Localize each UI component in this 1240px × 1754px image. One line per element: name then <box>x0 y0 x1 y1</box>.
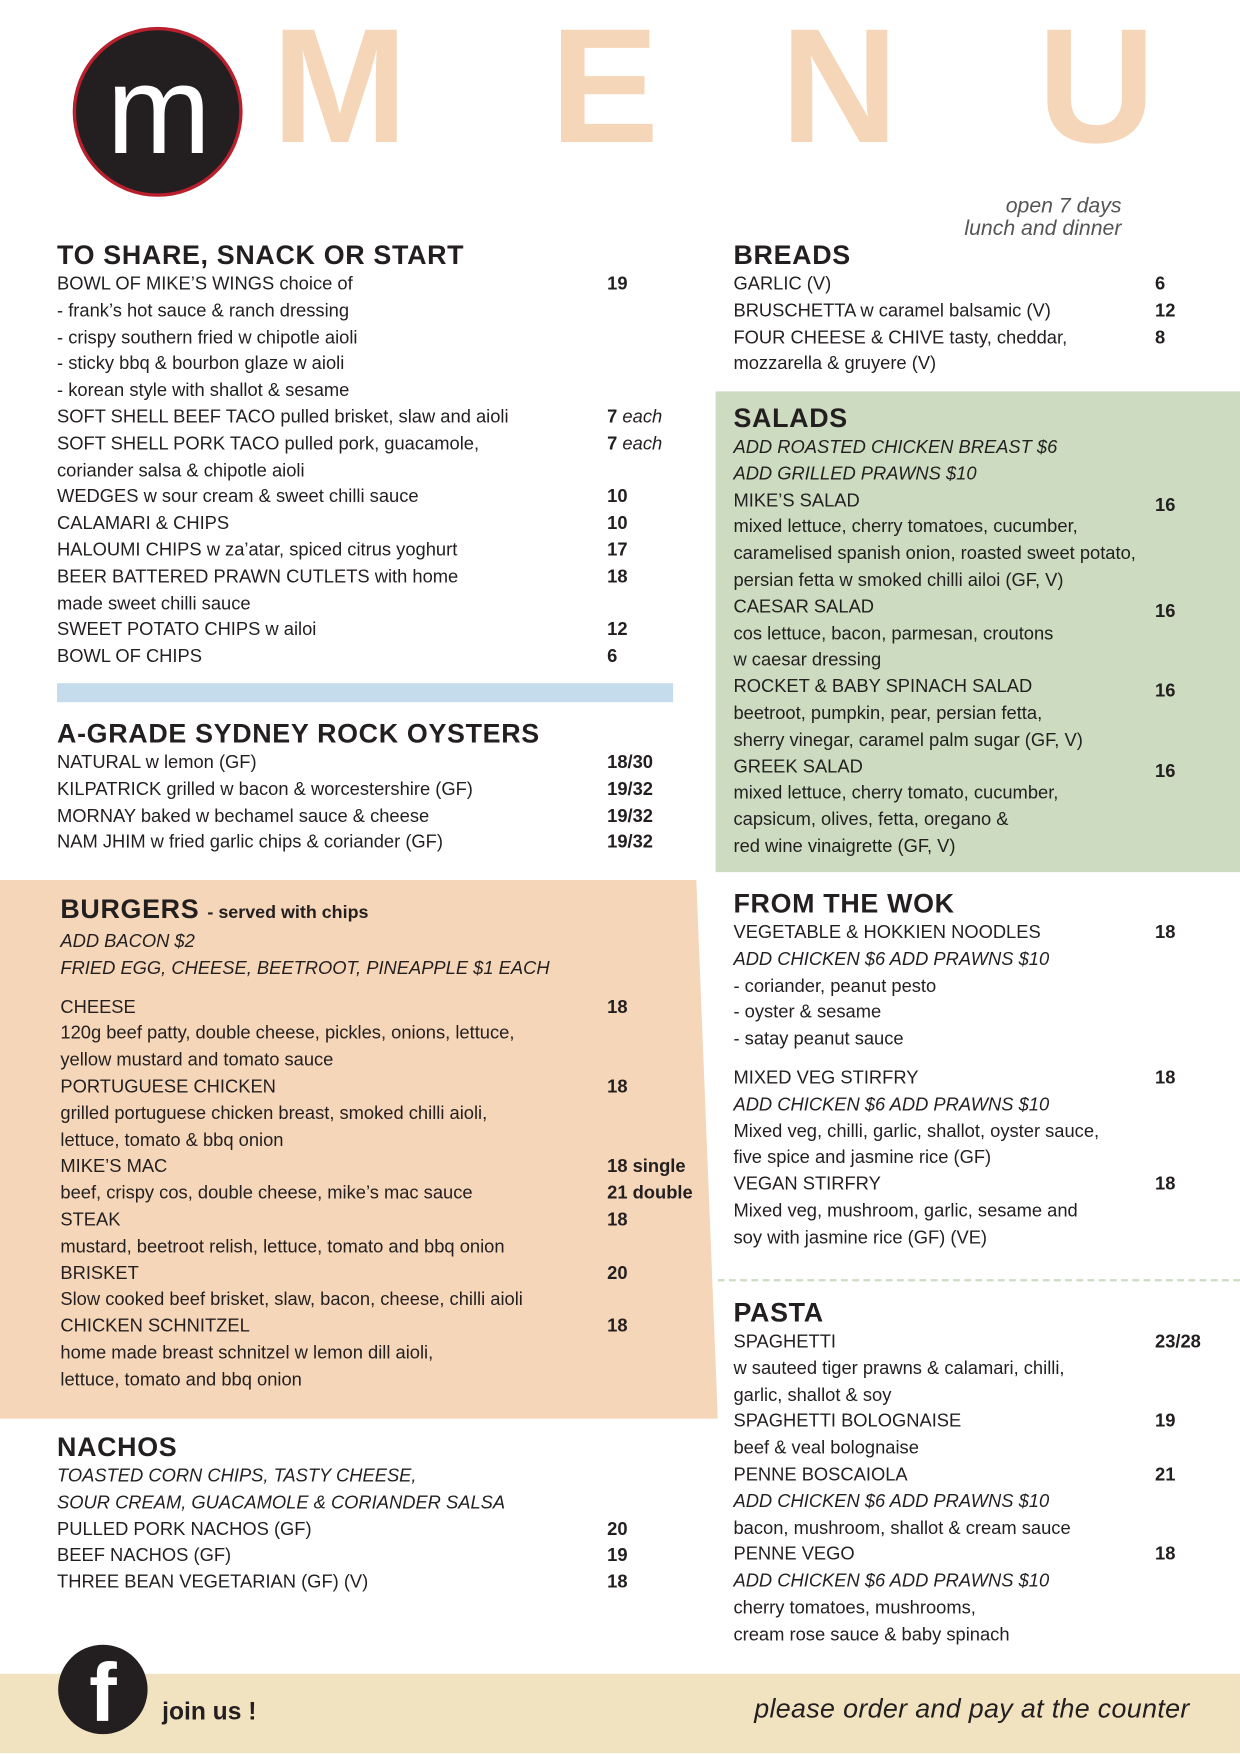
item-price <box>1155 920 1175 947</box>
price-value: 19 <box>1154 1411 1176 1432</box>
item-price <box>607 750 653 777</box>
line-text: STEAK <box>60 1209 121 1230</box>
menu-item <box>733 674 1176 702</box>
menu-item <box>57 272 628 299</box>
menu-item <box>733 1066 1176 1093</box>
line-text: HALOUMI CHIPS w za’atar, spiced citrus yoghurt <box>57 540 458 561</box>
add-on-note <box>60 956 549 983</box>
item-description <box>57 352 509 379</box>
line-text: cherry tomatoes, mushrooms, <box>733 1597 976 1618</box>
line-text: beef & veal bolognaise <box>733 1438 919 1459</box>
item-description <box>733 1027 1099 1054</box>
item-description <box>733 701 1135 728</box>
line-text: MIKE’S SALAD <box>733 490 860 511</box>
line-text: BOWL OF CHIPS <box>57 646 202 667</box>
item-description <box>733 1622 1070 1649</box>
menu-item <box>57 564 628 591</box>
section-title <box>733 1298 1070 1329</box>
item-description <box>733 1000 1099 1027</box>
menu-item <box>57 750 654 777</box>
price-value: 19/32 <box>607 832 654 853</box>
price-value: 7 <box>607 433 618 454</box>
price-value: 10 <box>607 486 628 507</box>
item-description <box>60 1048 549 1075</box>
section-nachos <box>57 1432 628 1596</box>
section-title <box>733 889 1099 920</box>
price-value: 21 <box>1154 1464 1176 1485</box>
line-text: PULLED PORK NACHOS (GF) <box>57 1519 312 1540</box>
item-description <box>733 1356 1070 1383</box>
line-text: capsicum, olives, fetta, oregano & <box>733 809 1009 830</box>
item-description <box>733 1225 1099 1252</box>
line-text: lettuce, tomato and bbq onion <box>60 1369 302 1390</box>
section-title <box>733 240 1067 271</box>
menu-item <box>733 1409 1176 1436</box>
title-letter-u: U <box>1037 0 1156 177</box>
section-title-text: PASTA <box>733 1298 824 1329</box>
price-value: 18 <box>1154 1174 1176 1195</box>
add-on-note <box>733 1092 1099 1119</box>
line-text: yellow mustard and tomato sauce <box>60 1050 334 1071</box>
menu-item <box>60 1181 693 1208</box>
section-title <box>60 894 549 929</box>
line-text: mixed lettuce, cherry tomato, cucumber, <box>733 783 1059 804</box>
menu-item <box>57 485 628 512</box>
add-on-note <box>57 1490 505 1517</box>
line-text: BRISKET <box>60 1262 139 1284</box>
item-price <box>607 485 627 512</box>
price-suffix: each <box>622 433 663 454</box>
line-text: ADD CHICKEN $6 ADD PRAWNS $10 <box>733 1571 1050 1592</box>
item-price <box>607 538 627 565</box>
section-title-text: FROM THE WOK <box>733 888 955 920</box>
line-text: caramelised spanish onion, roasted sweet potato, <box>733 543 1136 564</box>
item-description <box>57 298 509 325</box>
price-value: 20 <box>607 1262 628 1284</box>
line-text: CALAMARI & CHIPS <box>57 513 230 534</box>
menu-item <box>733 272 1166 299</box>
line-text: MIKE’S MAC <box>60 1156 168 1177</box>
item-price <box>1155 1329 1201 1356</box>
line-text: PENNE VEGO <box>733 1544 855 1565</box>
line-text: cream rose sauce & baby spinach <box>733 1624 1010 1645</box>
item-description <box>733 728 1135 755</box>
item-price <box>1155 1462 1175 1489</box>
section-title <box>733 404 1135 435</box>
line-text: CAESAR SALAD <box>733 596 875 617</box>
price-value: 19 <box>607 1545 628 1566</box>
section-title-text: A-GRADE SYDNEY ROCK OYSTERS <box>57 718 540 750</box>
section-wok <box>733 888 1176 1252</box>
line-text: FOUR CHEESE & CHIVE tasty, cheddar, <box>733 327 1068 348</box>
item-description <box>733 1595 1070 1622</box>
price-value: 18 <box>607 566 628 587</box>
item-description <box>60 1367 549 1394</box>
menu-item <box>57 830 654 857</box>
logo-letter: m <box>106 40 209 181</box>
item-price <box>607 1208 627 1235</box>
line-text: red wine vinaigrette (GF, V) <box>733 836 956 857</box>
price-value: 18 <box>1154 1544 1176 1565</box>
line-text: five spice and jasmine rice (GF) <box>733 1147 992 1168</box>
line-text: GARLIC (V) <box>733 273 832 295</box>
menu-item <box>57 1570 628 1597</box>
line-text: VEGETABLE & HOKKIEN NOODLES <box>733 922 1041 943</box>
price-value: 18 single <box>607 1156 686 1177</box>
price-value: 19/32 <box>607 779 654 800</box>
facebook-letter: f <box>89 1645 117 1739</box>
line-text: mustard, beetroot relish, lettuce, tomato and bbq onion <box>60 1236 505 1257</box>
menu-item <box>57 431 663 458</box>
section-title-text: BURGERS <box>60 894 200 925</box>
line-text: ADD BACON $2 <box>60 931 195 952</box>
menu-item <box>57 405 663 432</box>
menu-item <box>57 538 628 565</box>
menu-item <box>733 325 1166 352</box>
item-price <box>607 644 617 671</box>
price-value: 6 <box>607 646 618 667</box>
line-text: ADD GRILLED PRAWNS $10 <box>733 463 977 484</box>
item-price <box>1155 1066 1175 1093</box>
item-price <box>607 272 627 299</box>
item-price <box>607 431 662 458</box>
item-price <box>607 1570 627 1597</box>
item-price <box>1155 493 1175 520</box>
line-text: NATURAL w lemon (GF) <box>57 752 257 773</box>
line-text: - oyster & sesame <box>733 1002 882 1023</box>
item-price <box>607 995 627 1022</box>
menu-item <box>60 1314 628 1341</box>
line-text: mozzarella & gruyere (V) <box>733 353 937 374</box>
item-description <box>733 1119 1099 1146</box>
menu-item <box>60 1261 628 1288</box>
line-text: Mixed veg, mushroom, garlic, sesame and <box>733 1200 1078 1221</box>
menu-item <box>60 995 628 1022</box>
item-price <box>607 618 627 645</box>
item-description <box>733 621 1135 648</box>
menu-item <box>733 1542 1176 1569</box>
item-description <box>733 541 1135 568</box>
line-text: cos lettuce, bacon, parmesan, croutons <box>733 623 1054 644</box>
line-text: grilled portuguese chicken breast, smoked chilli aioli, <box>60 1103 488 1124</box>
line-text: THREE BEAN VEGETARIAN (GF) (V) <box>57 1572 369 1593</box>
line-text: Mixed veg, chilli, garlic, shallot, oyster sauce, <box>733 1120 1100 1142</box>
line-text: home made breast schnitzel w lemon dill aioli, <box>60 1342 434 1363</box>
menu-item <box>60 1208 628 1235</box>
price-suffix: each <box>622 406 663 428</box>
item-price <box>1155 759 1175 786</box>
menu-item <box>733 754 1176 782</box>
line-text: - sticky bbq & bourbon glaze w aioli <box>57 353 345 374</box>
line-text: ROCKET & BABY SPINACH SALAD <box>733 676 1033 697</box>
hours-days: open 7 days <box>1005 194 1122 219</box>
line-text: Slow cooked beef brisket, slaw, bacon, cheese, chilli aioli <box>60 1289 523 1310</box>
price-value: 10 <box>607 513 628 534</box>
item-description <box>57 325 509 352</box>
price-value: 18 <box>607 1076 628 1097</box>
line-text: mixed lettuce, cherry tomatoes, cucumber, <box>733 516 1078 538</box>
item-description <box>733 1199 1099 1226</box>
price-value: 16 <box>1154 601 1176 622</box>
line-text: persian fetta w smoked chilli ailoi (GF, V) <box>733 570 1064 591</box>
price-value: 18 <box>1154 1067 1176 1088</box>
line-text: 120g beef patty, double cheese, pickles, onions, lettuce, <box>60 1023 515 1044</box>
line-text: w caesar dressing <box>733 650 882 671</box>
section-salads <box>733 403 1176 861</box>
section-title-text: BREADS <box>733 240 851 271</box>
line-text: made sweet chilli sauce <box>57 593 251 614</box>
menu-item <box>733 920 1176 947</box>
menu-item <box>57 1543 628 1570</box>
line-text: CHEESE <box>60 996 136 1018</box>
item-description <box>733 1516 1070 1543</box>
logo <box>73 27 243 197</box>
item-description <box>733 834 1135 861</box>
item-description <box>60 1021 549 1048</box>
item-price <box>1155 1542 1175 1569</box>
price-value: 18/30 <box>607 752 654 773</box>
add-on-note <box>733 435 1135 462</box>
section-title <box>57 240 509 271</box>
menu-item <box>57 618 628 645</box>
section-to-share <box>57 240 663 670</box>
add-on-note <box>733 1569 1070 1596</box>
line-text: CHICKEN SCHNITZEL <box>60 1316 250 1337</box>
menu-item <box>733 595 1176 622</box>
price-value: 16 <box>1154 494 1176 515</box>
menu-item <box>57 511 628 538</box>
price-value: 19/32 <box>607 805 654 826</box>
add-on-note <box>733 462 1135 489</box>
section-title-text: NACHOS <box>57 1432 178 1463</box>
line-text: ADD CHICKEN $6 ADD PRAWNS $10 <box>733 1491 1050 1512</box>
facebook-icon[interactable] <box>58 1645 147 1739</box>
item-description <box>60 1101 549 1128</box>
line-text: - crispy southern fried w chipotle aioli <box>57 327 358 348</box>
item-price <box>1155 1409 1175 1436</box>
item-price <box>607 1261 627 1288</box>
add-on-note <box>57 1464 505 1491</box>
item-price <box>607 1181 693 1208</box>
menu-item <box>733 1462 1176 1489</box>
line-text: BEER BATTERED PRAWN CUTLETS with home <box>57 566 459 587</box>
item-description <box>733 515 1135 542</box>
item-price <box>607 1314 627 1341</box>
join-us-link[interactable]: join us ! <box>162 1697 257 1726</box>
section-breads <box>733 240 1176 378</box>
item-description <box>733 1436 1070 1463</box>
section-subtitle: - served with chips <box>207 903 369 923</box>
item-price <box>1155 599 1175 626</box>
menu-item <box>60 1074 628 1101</box>
line-text: BOWL OF MIKE’S WINGS choice of <box>57 273 353 295</box>
price-value: 18 <box>607 1572 628 1593</box>
line-text: BEEF NACHOS (GF) <box>57 1545 232 1566</box>
line-text: SWEET POTATO CHIPS w ailoi <box>57 619 317 640</box>
price-value: 18 <box>607 1316 628 1337</box>
item-price <box>607 405 662 432</box>
menu-item <box>57 1517 628 1544</box>
line-text: SPAGHETTI BOLOGNAISE <box>733 1411 962 1432</box>
item-description <box>733 352 1067 379</box>
item-price <box>607 1074 627 1101</box>
line-text: sherry vinegar, caramel palm sugar (GF, V) <box>733 729 1083 750</box>
item-description <box>733 807 1135 834</box>
line-text: w sauteed tiger prawns & calamari, chilli, <box>733 1358 1065 1379</box>
price-value: 12 <box>607 619 628 640</box>
price-value: 20 <box>607 1519 628 1540</box>
item-description <box>57 378 509 405</box>
line-text: garlic, shallot & soy <box>733 1384 892 1405</box>
item-price <box>1155 325 1165 352</box>
price-value: 21 double <box>607 1183 693 1204</box>
section-title-text: TO SHARE, SNACK OR START <box>57 240 465 271</box>
line-text: coriander salsa & chipotle aioli <box>57 460 305 481</box>
item-description <box>733 648 1135 675</box>
menu-item <box>57 777 654 804</box>
line-text: beef, crispy cos, double cheese, mike’s mac sauce <box>60 1183 473 1204</box>
line-text: ADD CHICKEN $6 ADD PRAWNS $10 <box>733 949 1050 970</box>
section-title <box>57 1432 505 1463</box>
menu-item <box>733 1172 1176 1199</box>
line-text: - coriander, peanut pesto <box>733 975 937 996</box>
line-text: soy with jasmine rice (GF) (VE) <box>733 1227 988 1248</box>
item-description <box>57 458 509 485</box>
price-value: 17 <box>607 540 628 561</box>
item-price <box>1155 298 1175 325</box>
item-price <box>607 803 653 830</box>
title-letter-e: E <box>550 0 659 177</box>
item-price <box>607 777 653 804</box>
line-text: bacon, mushroom, shallot & cream sauce <box>733 1517 1071 1539</box>
line-text: GREEK SALAD <box>733 756 863 777</box>
menu-item <box>60 1154 686 1181</box>
item-price <box>1155 679 1175 706</box>
line-text: lettuce, tomato & bbq onion <box>60 1129 284 1151</box>
line-text: VEGAN STIRFRY <box>733 1174 881 1195</box>
item-price <box>607 564 627 591</box>
item-price <box>607 1154 685 1181</box>
line-text: PORTUGUESE CHICKEN <box>60 1076 276 1097</box>
order-notice: please order and pay at the counter <box>754 1693 1190 1725</box>
price-value: 7 <box>607 406 618 428</box>
item-description <box>733 568 1135 595</box>
line-text: SOFT SHELL BEEF TACO pulled brisket, slaw and aioli <box>57 406 509 428</box>
item-description <box>60 1287 549 1314</box>
item-description <box>57 591 509 618</box>
line-text: SOFT SHELL PORK TACO pulled pork, guacamole, <box>57 433 480 454</box>
price-value: 16 <box>1154 760 1176 782</box>
line-text: SOUR CREAM, GUACAMOLE & CORIANDER SALSA <box>57 1492 506 1513</box>
price-value: 6 <box>1154 273 1166 295</box>
line-text: KILPATRICK grilled w bacon & worcestershire (GF) <box>57 779 473 800</box>
section-title <box>57 719 540 750</box>
section-pasta <box>733 1298 1201 1649</box>
item-price <box>1155 1172 1175 1199</box>
price-value: 12 <box>1154 300 1176 321</box>
line-text: ADD ROASTED CHICKEN BREAST $6 <box>733 437 1058 458</box>
divider-bar <box>57 683 673 702</box>
item-price <box>607 511 627 538</box>
add-on-note <box>733 947 1099 974</box>
item-description <box>733 973 1099 1000</box>
price-value: 18 <box>1154 922 1176 943</box>
menu-item <box>733 488 1176 515</box>
line-text: PENNE BOSCAIOLA <box>733 1464 908 1485</box>
section-title-text: SALADS <box>733 403 848 434</box>
item-price <box>607 830 653 857</box>
line-text: SPAGHETTI <box>733 1331 836 1352</box>
title-letter-n: N <box>780 0 899 177</box>
item-description <box>733 1145 1099 1172</box>
item-price <box>607 1517 627 1544</box>
line-text: - frank’s hot sauce & ranch dressing <box>57 300 350 321</box>
line-text: TOASTED CORN CHIPS, TASTY CHEESE, <box>57 1465 417 1486</box>
price-value: 8 <box>1154 327 1166 348</box>
item-description <box>60 1234 549 1261</box>
price-value: 16 <box>1154 681 1176 702</box>
price-value: 23/28 <box>1154 1331 1201 1352</box>
line-text: MORNAY baked w bechamel sauce & cheese <box>57 805 430 826</box>
section-oysters <box>57 718 654 857</box>
item-price <box>1155 272 1165 299</box>
line-text: MIXED VEG STIRFRY <box>733 1067 919 1088</box>
line-text: beetroot, pumpkin, pear, persian fetta, <box>733 703 1043 724</box>
dashed-divider <box>718 1279 1240 1281</box>
section-burgers <box>60 894 693 1393</box>
item-description <box>60 1128 549 1155</box>
price-value: 18 <box>607 996 628 1018</box>
item-description <box>60 1341 549 1368</box>
hours-meals: lunch and dinner <box>964 216 1122 241</box>
menu-item <box>57 803 654 830</box>
add-on-note <box>733 1489 1070 1516</box>
menu-item <box>57 644 618 671</box>
add-on-note <box>60 929 549 956</box>
menu-item <box>733 298 1176 325</box>
line-text: FRIED EGG, CHEESE, BEETROOT, PINEAPPLE $1 EACH <box>60 957 550 979</box>
price-value: 18 <box>607 1209 628 1230</box>
line-text: NAM JHIM w fried garlic chips & coriander (GF) <box>57 832 443 853</box>
item-description <box>733 781 1135 808</box>
item-price <box>607 1543 627 1570</box>
menu-item <box>733 1329 1201 1356</box>
price-value: 19 <box>607 273 628 295</box>
line-text: ADD CHICKEN $6 ADD PRAWNS $10 <box>733 1094 1050 1115</box>
line-text: - korean style with shallot & sesame <box>57 380 350 401</box>
item-description <box>733 1383 1070 1410</box>
line-text: BRUSCHETTA w caramel balsamic (V) <box>733 300 1051 321</box>
line-text: - satay peanut sauce <box>733 1028 904 1049</box>
title-letter-m: M <box>271 0 408 177</box>
line-text: WEDGES w sour cream & sweet chilli sauce <box>57 486 419 507</box>
